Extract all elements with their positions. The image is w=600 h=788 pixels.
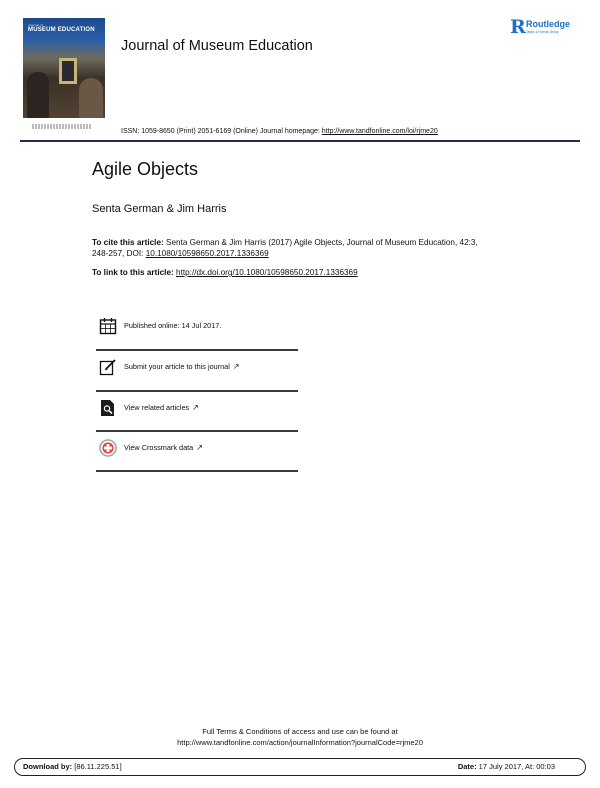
row-divider <box>96 390 298 392</box>
submit-article-link[interactable]: Submit your article to this journal ↗ <box>124 362 240 371</box>
cover-small-text: Journal of <box>28 23 44 27</box>
journal-title: Journal of Museum Education <box>121 38 313 54</box>
published-online-text: Published online: 14 Jul 2017. <box>124 321 222 330</box>
row-divider <box>96 470 298 472</box>
download-info-bar <box>14 758 586 776</box>
doi-link[interactable]: 10.1080/10598650.2017.1336369 <box>145 249 269 258</box>
related-articles-row[interactable] <box>98 399 298 419</box>
external-link-icon: ↗ <box>192 403 199 412</box>
download-date: Date: 17 July 2017, At: 00:03 <box>457 762 555 771</box>
article-url-link[interactable]: http://dx.doi.org/10.1080/10598650.2017.1336369 <box>176 268 358 277</box>
journal-homepage-link[interactable]: http://www.tandfonline.com/loi/rjme20 <box>321 128 438 135</box>
article-title: Agile Objects <box>92 159 199 179</box>
cover-fine-print <box>32 124 92 129</box>
row-divider <box>96 430 298 432</box>
calendar-icon <box>99 317 117 335</box>
issn-text: ISSN: 1059-8650 (Print) 2051-6169 (Online) Journal homepage: <box>121 128 322 135</box>
terms-line: Full Terms & Conditions of access and use can be found at <box>202 727 398 736</box>
link-to-article <box>92 268 358 277</box>
downloaded-by: Download by: [86.11.225.51] <box>23 762 122 771</box>
crossmark-row[interactable] <box>98 439 298 459</box>
external-link-icon: ↗ <box>196 443 203 452</box>
edit-document-icon <box>99 358 117 376</box>
link-label: To link to this article: <box>92 268 177 277</box>
published-online-row <box>98 317 298 337</box>
submit-article-row[interactable] <box>98 358 298 378</box>
cite-text: Senta German & Jim Harris (2017) Agile Objects, Journal of Museum Education, 42:3, 248-257, DOI: <box>92 238 478 258</box>
publisher-name: Routledge <box>526 19 570 29</box>
citation-block <box>92 237 492 259</box>
external-link-icon: ↗ <box>232 362 240 371</box>
article-authors: Senta German & Jim Harris <box>92 203 227 215</box>
crossmark-link[interactable]: View Crossmark data ↗ <box>124 443 203 452</box>
row-divider <box>96 349 298 351</box>
document-search-icon <box>99 399 117 417</box>
related-articles-link[interactable]: View related articles ↗ <box>124 403 199 412</box>
journal-cover-image <box>23 18 105 118</box>
publisher-tagline: Taylor & Francis Group <box>526 30 559 34</box>
terms-url[interactable]: http://www.tandfonline.com/action/journalInformation?journalCode=rjme20 <box>177 738 423 747</box>
cover-title: MUSEUM EDUCATION <box>28 27 95 33</box>
crossmark-icon <box>99 439 117 457</box>
routledge-r-icon: R <box>510 16 526 38</box>
header-divider <box>20 140 580 142</box>
cite-label: To cite this article: <box>92 238 164 247</box>
issn-line <box>121 128 438 135</box>
